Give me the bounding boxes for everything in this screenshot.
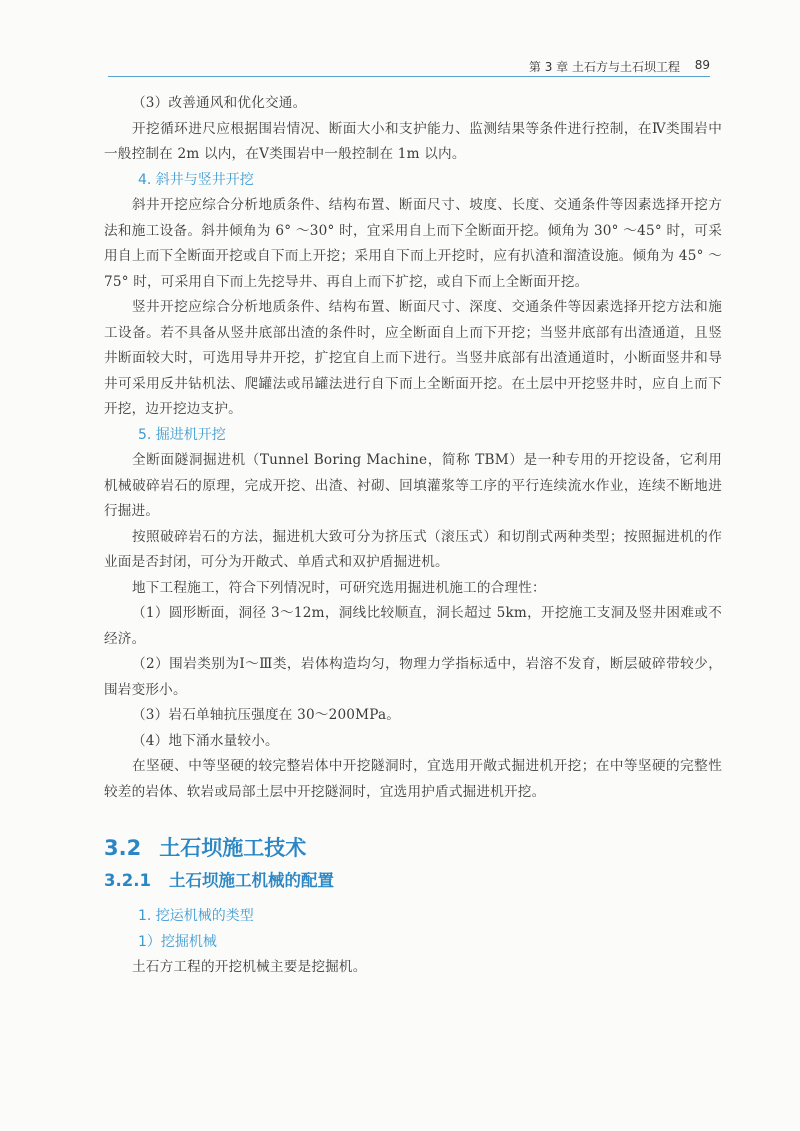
paragraph: （3）改善通风和优化交通。 — [132, 95, 307, 111]
section-number: 3.2 — [104, 836, 142, 860]
list-item: （3）岩石单轴抗压强度在 30～200MPa。 — [132, 707, 401, 723]
paragraph: 斜井开挖应综合分析地质条件、结构布置、断面尺寸、坡度、长度、交通条件等因素选择开挖方法和施工设备。斜井倾角为 6° ～30° 时，宜采用自上而下全断面开挖。倾角为 30° ～45° 时，可采用自上而下全断面开挖或自下而上开挖；采用自下而上开挖时，应有扒渣和溜渣设施。倾角为 45° ～75° 时，可采用自下而上先挖导井、再自上而下扩挖，或自下而上全断面开挖。 — [104, 197, 722, 290]
paragraph: 土石方工程的开挖机械主要是挖掘机。 — [132, 959, 367, 975]
paragraph: 按照破碎岩石的方法，掘进机大致可分为挤压式（滚压式）和切削式两种类型；按照掘进机的作业面是否封闭，可分为开敞式、单盾式和双护盾掘进机。 — [104, 528, 722, 570]
paragraph: 开挖循环进尺应根据围岩情况、断面大小和支护能力、监测结果等条件进行控制，在Ⅳ类围岩中一般控制在 2m 以内，在Ⅴ类围岩中一般控制在 1m 以内。 — [104, 120, 722, 162]
page-body — [104, 91, 722, 981]
paragraph: 地下工程施工，符合下列情况时，可研究选用掘进机施工的合理性： — [132, 579, 546, 596]
paragraph: 在坚硬、中等坚硬的较完整岩体中开挖隧洞时，宜选用开敞式掘进机开挖；在中等坚硬的完整性较差的岩体、软岩或局部土层中开挖隧洞时，宜选用护盾式掘进机开挖。 — [104, 758, 722, 800]
subheading: 1. 挖运机械的类型 — [138, 908, 254, 924]
paragraph: 竖井开挖应综合分析地质条件、结构布置、断面尺寸、深度、交通条件等因素选择开挖方法和施工设备。若不具备从竖井底部出渣的条件时，应全断面自上而下开挖；当竖井底部有出渣通道，且竖井断面较大时，可选用导井开挖，扩挖宜自上而下进行。当竖井底部有出渣通道时，小断面竖井和导井可采用反井钻机法、爬罐法或吊罐法进行自下而上全断面开挖。在土层中开挖竖井时，应自上而下开挖，边开挖边支护。 — [104, 299, 722, 417]
list-item: （1）圆形断面，洞径 3～12m，洞线比较顺直，洞长超过 5km，开挖施工支洞及竖井困难或不经济。 — [104, 605, 722, 647]
paragraph: 全断面隧洞掘进机（Tunnel Boring Machine，简称 TBM）是一种专用的开挖设备，它利用机械破碎岩石的原理，完成开挖、出渣、衬砌、回填灌浆等工序的平行连续流水作业，连续不断地进行掘进。 — [104, 452, 722, 519]
subheading: 4. 斜井与竖井开挖 — [138, 171, 254, 188]
subsection-heading — [104, 866, 722, 896]
section-title: 土石坝施工技术 — [159, 836, 307, 860]
page-number: 89 — [694, 58, 710, 72]
chapter-title: 第 3 章 土石方与土石坝工程 — [528, 60, 680, 74]
running-header — [108, 52, 710, 77]
subsection-title: 土石坝施工机械的配置 — [168, 871, 334, 890]
list-item: （2）围岩类别为Ⅰ～Ⅲ类，岩体构造均匀，物理力学指标适中，岩溶不发育，断层破碎带较少，围岩变形小。 — [104, 656, 722, 698]
list-item: （4）地下涌水量较小。 — [132, 732, 279, 749]
subheading: 1）挖掘机械 — [138, 933, 217, 950]
subsection-number: 3.2.1 — [104, 871, 151, 890]
subheading: 5. 掘进机开挖 — [138, 426, 226, 443]
section-heading — [104, 830, 722, 866]
